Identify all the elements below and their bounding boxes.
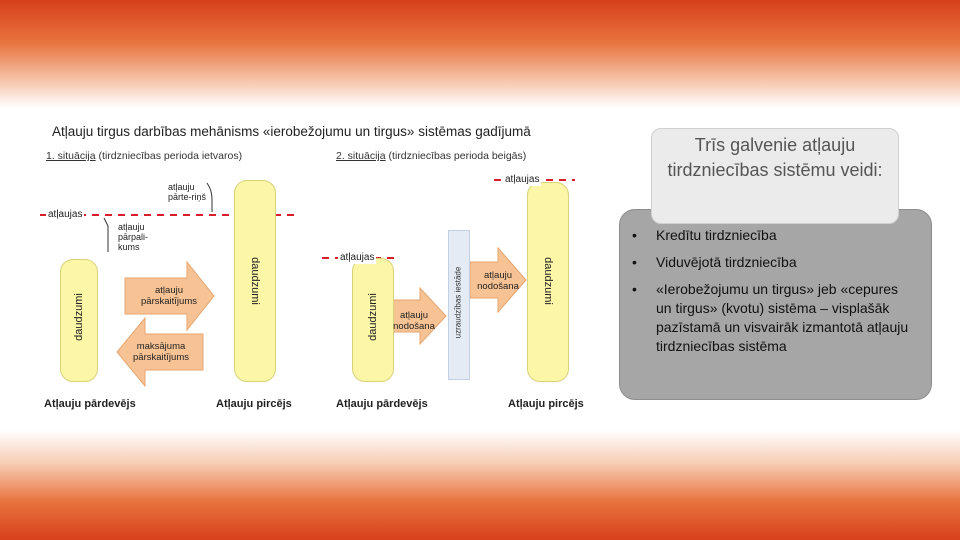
diagram-title: Atļauju tirgus darbības mehānisms «ierobežojumu un tirgus» sistēmas gadījumā [52,124,531,139]
authority-label: uzraudzības iestāde [453,266,463,339]
list-item-text: «Ierobežojumu un tirgus» jeb «cepures un tirgus» (kvotu) sistēma – visplašāk pazīstamā un visvairāk izmantotā atļauju tirdzniecības sistēma [656,281,909,354]
situation-2-note: (tirdzniecības perioda beigās) [388,150,527,162]
list-item: • Kredītu tirdzniecība [632,227,777,243]
overrun-note: atļauju pārpali-kums [118,222,149,252]
situation-2-label: 2. situācija [336,150,386,162]
trading-systems-list [630,226,913,356]
list-item: • Viduvējotā tirdzniecība [632,254,797,270]
bottom-gradient-band [0,430,960,540]
trading-systems-list-box [619,209,932,400]
permits-label-situation-1: atļaujas [48,209,83,220]
payment-transfer-label: maksājuma pārskaitījums [133,341,189,363]
seller-label-2: Atļauju pārdevējs [336,398,428,410]
list-item-text: Viduvējotā tirdzniecība [656,254,797,270]
buyer-label-2: Atļauju pircējs [508,398,584,410]
list-item: • «Ierobežojumu un tirgus» jeb «cepures un tirgus» (kvotu) sistēma – visplašāk pazīstamā un visvairāk izmantotā atļauju tirdzniecības sistēma [632,281,909,354]
seller-quantity-label-1: daudzumi [73,293,85,341]
buyer-quantity-label-1: daudzumi [249,257,261,305]
overrun-brace [104,218,108,252]
seller-label-1: Atļauju pārdevējs [44,398,136,410]
panel-heading: Trīs galvenie atļauju tirdzniecības sistēmu veidi: [667,135,883,180]
situation-1-label: 1. situācija [46,150,96,162]
seller-quantity-label-2: daudzumi [367,293,379,341]
handover-label-right: atļauju nodošana [477,270,519,292]
permits-label-situation-2-buyer: atļaujas [505,174,540,185]
buyer-label-1: Atļauju pircējs [216,398,292,410]
handover-label-left: atļauju nodošana [393,310,435,332]
permit-transfer-label: atļauju pārskaitījums [141,285,197,307]
situation-1-note: (tirdzniecības perioda ietvaros) [98,150,243,162]
surplus-note: atļauju pārte-riņš [168,182,207,202]
permits-label-situation-2-seller: atļaujas [340,252,375,263]
buyer-quantity-label-2: daudzumi [542,257,554,305]
panel-heading-box [651,128,899,224]
list-item-text: Kredītu tirdzniecība [656,227,777,243]
